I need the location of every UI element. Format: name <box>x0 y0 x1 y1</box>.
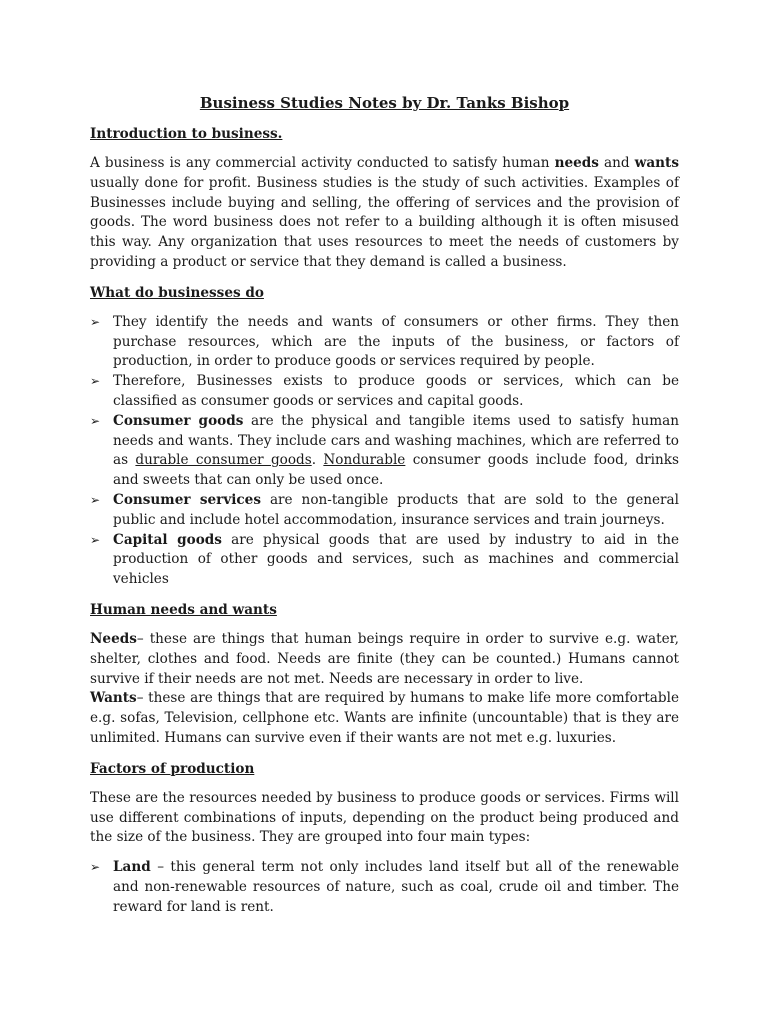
term-consumer-goods: Consumer goods <box>113 412 244 429</box>
list-item-text: are physical goods that are used by industry to aid in the production of other goods and services, such as machines and commercial vehicles <box>113 531 679 588</box>
list-item-text: . <box>311 452 324 469</box>
term-durable-consumer-goods: durable consumer goods <box>135 452 312 469</box>
list-item <box>90 313 679 372</box>
list-item <box>90 531 679 590</box>
heading-factors-of-production: Factors of production <box>90 760 255 777</box>
term-land: Land <box>113 859 151 876</box>
term-capital-goods: Capital goods <box>113 531 222 548</box>
arrow-bullet-icon: ➢ <box>90 413 101 428</box>
needs-text: – these are things that human beings require in order to survive e.g. water, shelter, clothes and food. Needs are finite (they can be counted.) Humans cannot survive if their needs are not met. Needs are necessary in order to live. <box>90 630 679 687</box>
needs-paragraph <box>90 630 679 689</box>
arrow-bullet-icon: ➢ <box>90 314 101 329</box>
term-wants: Wants <box>90 690 137 707</box>
intro-needs-term: needs <box>554 155 599 171</box>
arrow-bullet-icon: ➢ <box>90 532 101 547</box>
list-item-text: – this general term not only includes land itself but all of the renewable and non-renewable resources of nature, such as coal, crude oil and timber. The reward for land is rent. <box>113 859 679 915</box>
heading-what-businesses-do: What do businesses do <box>90 284 264 301</box>
intro-text-and: and <box>598 155 635 171</box>
list-item-text: consumer goods include food, drinks and sweets that can only be used once. <box>113 452 679 489</box>
intro-paragraph <box>90 154 679 273</box>
list-item-text: are non-tangible products that are sold to the general public and include hotel accommodation, insurance services and train journeys. <box>113 491 679 528</box>
wants-text: – these are things that are required by humans to make life more comfortable e.g. sofas, Television, cellphone etc. Wants are infinite (uncountable) that is they are unlimited. Humans can survive even if their wants are not met e.g. luxuries. <box>90 690 679 746</box>
list-item <box>90 412 679 491</box>
heading-introduction: Introduction to business. <box>90 126 283 142</box>
arrow-bullet-icon: ➢ <box>90 374 101 389</box>
page-title: Business Studies Notes by Dr. Tanks Bishop <box>199 94 570 112</box>
heading-human-needs-wants: Human needs and wants <box>90 601 277 618</box>
list-item-text: Therefore, Businesses exists to produce goods or services, which can be classified as consumer goods or services and capital goods. <box>113 373 679 409</box>
wants-paragraph <box>90 689 679 748</box>
list-item-text: They identify the needs and wants of consumers or other firms. They then purchase resources, which are the inputs of the business, or factors of production, in order to produce goods or services required by people. <box>113 313 679 370</box>
list-item <box>90 858 679 917</box>
factors-list <box>90 858 679 917</box>
arrow-bullet-icon: ➢ <box>90 860 101 875</box>
what-businesses-do-list <box>90 313 679 590</box>
list-item <box>90 372 679 412</box>
list-item-text: are the physical and tangible items used to satisfy human needs and wants. They include cars and washing machines, which are referred to as <box>113 412 679 469</box>
arrow-bullet-icon: ➢ <box>90 492 101 507</box>
intro-text-rest: usually done for profit. Business studies is the study of such activities. Examples of Businesses include buying and selling, the offering of services and the provision of goods. The word business does not refer to a building although it is often misused this way. Any organization that uses resources to meet the needs of customers by providing a product or service that they demand is called a business. <box>90 174 679 270</box>
term-needs: Needs <box>90 630 137 647</box>
intro-wants-term: wants <box>634 155 679 171</box>
list-item <box>90 491 679 531</box>
term-nondurable: Nondurable <box>323 452 406 469</box>
intro-text-1: A business is any commercial activity conducted to satisfy human <box>90 155 555 171</box>
factors-paragraph: These are the resources needed by business to produce goods or services. Firms will use different combinations of inputs, depending on the product being produced and the size of the business. They are grouped into four main types: <box>90 789 679 846</box>
term-consumer-services: Consumer services <box>113 491 261 508</box>
